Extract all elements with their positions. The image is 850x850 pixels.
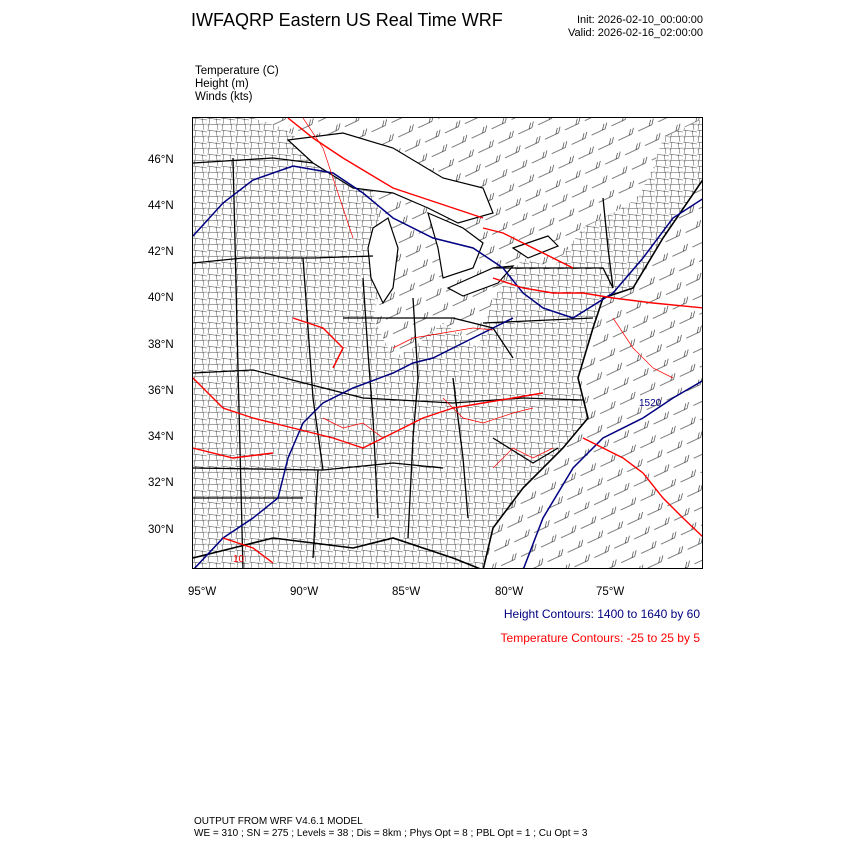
lat-label-38n: 38°N bbox=[148, 339, 174, 351]
temperature-contour-label: 10 bbox=[233, 554, 245, 565]
model-info-line1: OUTPUT FROM WRF V4.6.1 MODEL bbox=[194, 816, 363, 827]
plot-title: IWFAQRP Eastern US Real Time WRF bbox=[191, 10, 503, 30]
height-contour-label: 1520 bbox=[639, 398, 662, 409]
lon-label-90w: 90°W bbox=[290, 586, 319, 598]
model-info-line2: WE = 310 ; SN = 275 ; Levels = 38 ; Dis = 8km ; Phys Opt = 8 ; PBL Opt = 1 ; Cu Opt = 3 bbox=[194, 828, 588, 839]
lon-label-80w: 80°W bbox=[495, 586, 524, 598]
lat-label-46n: 46°N bbox=[148, 154, 174, 166]
lat-label-42n: 42°N bbox=[148, 246, 174, 258]
lon-label-95w: 95°W bbox=[188, 586, 217, 598]
temperature-contours-legend: Temperature Contours: -25 to 25 by 5 bbox=[500, 631, 700, 645]
lon-label-85w: 85°W bbox=[392, 586, 421, 598]
lat-label-44n: 44°N bbox=[148, 200, 174, 212]
lat-label-40n: 40°N bbox=[148, 292, 174, 304]
lat-label-34n: 34°N bbox=[148, 431, 174, 443]
init-time: Init: 2026-02-10_00:00:00 bbox=[577, 14, 703, 26]
field-temperature-label: Temperature (C) bbox=[195, 65, 279, 77]
map-panel bbox=[192, 117, 703, 569]
lat-label-30n: 30°N bbox=[148, 524, 174, 536]
lat-label-36n: 36°N bbox=[148, 385, 174, 397]
field-height-label: Height (m) bbox=[195, 78, 249, 90]
height-contours-legend: Height Contours: 1400 to 1640 by 60 bbox=[503, 607, 700, 621]
lat-label-32n: 32°N bbox=[148, 477, 174, 489]
lon-label-75w: 75°W bbox=[596, 586, 625, 598]
valid-time: Valid: 2026-02-16_02:00:00 bbox=[568, 27, 703, 39]
field-winds-label: Winds (kts) bbox=[195, 91, 253, 103]
